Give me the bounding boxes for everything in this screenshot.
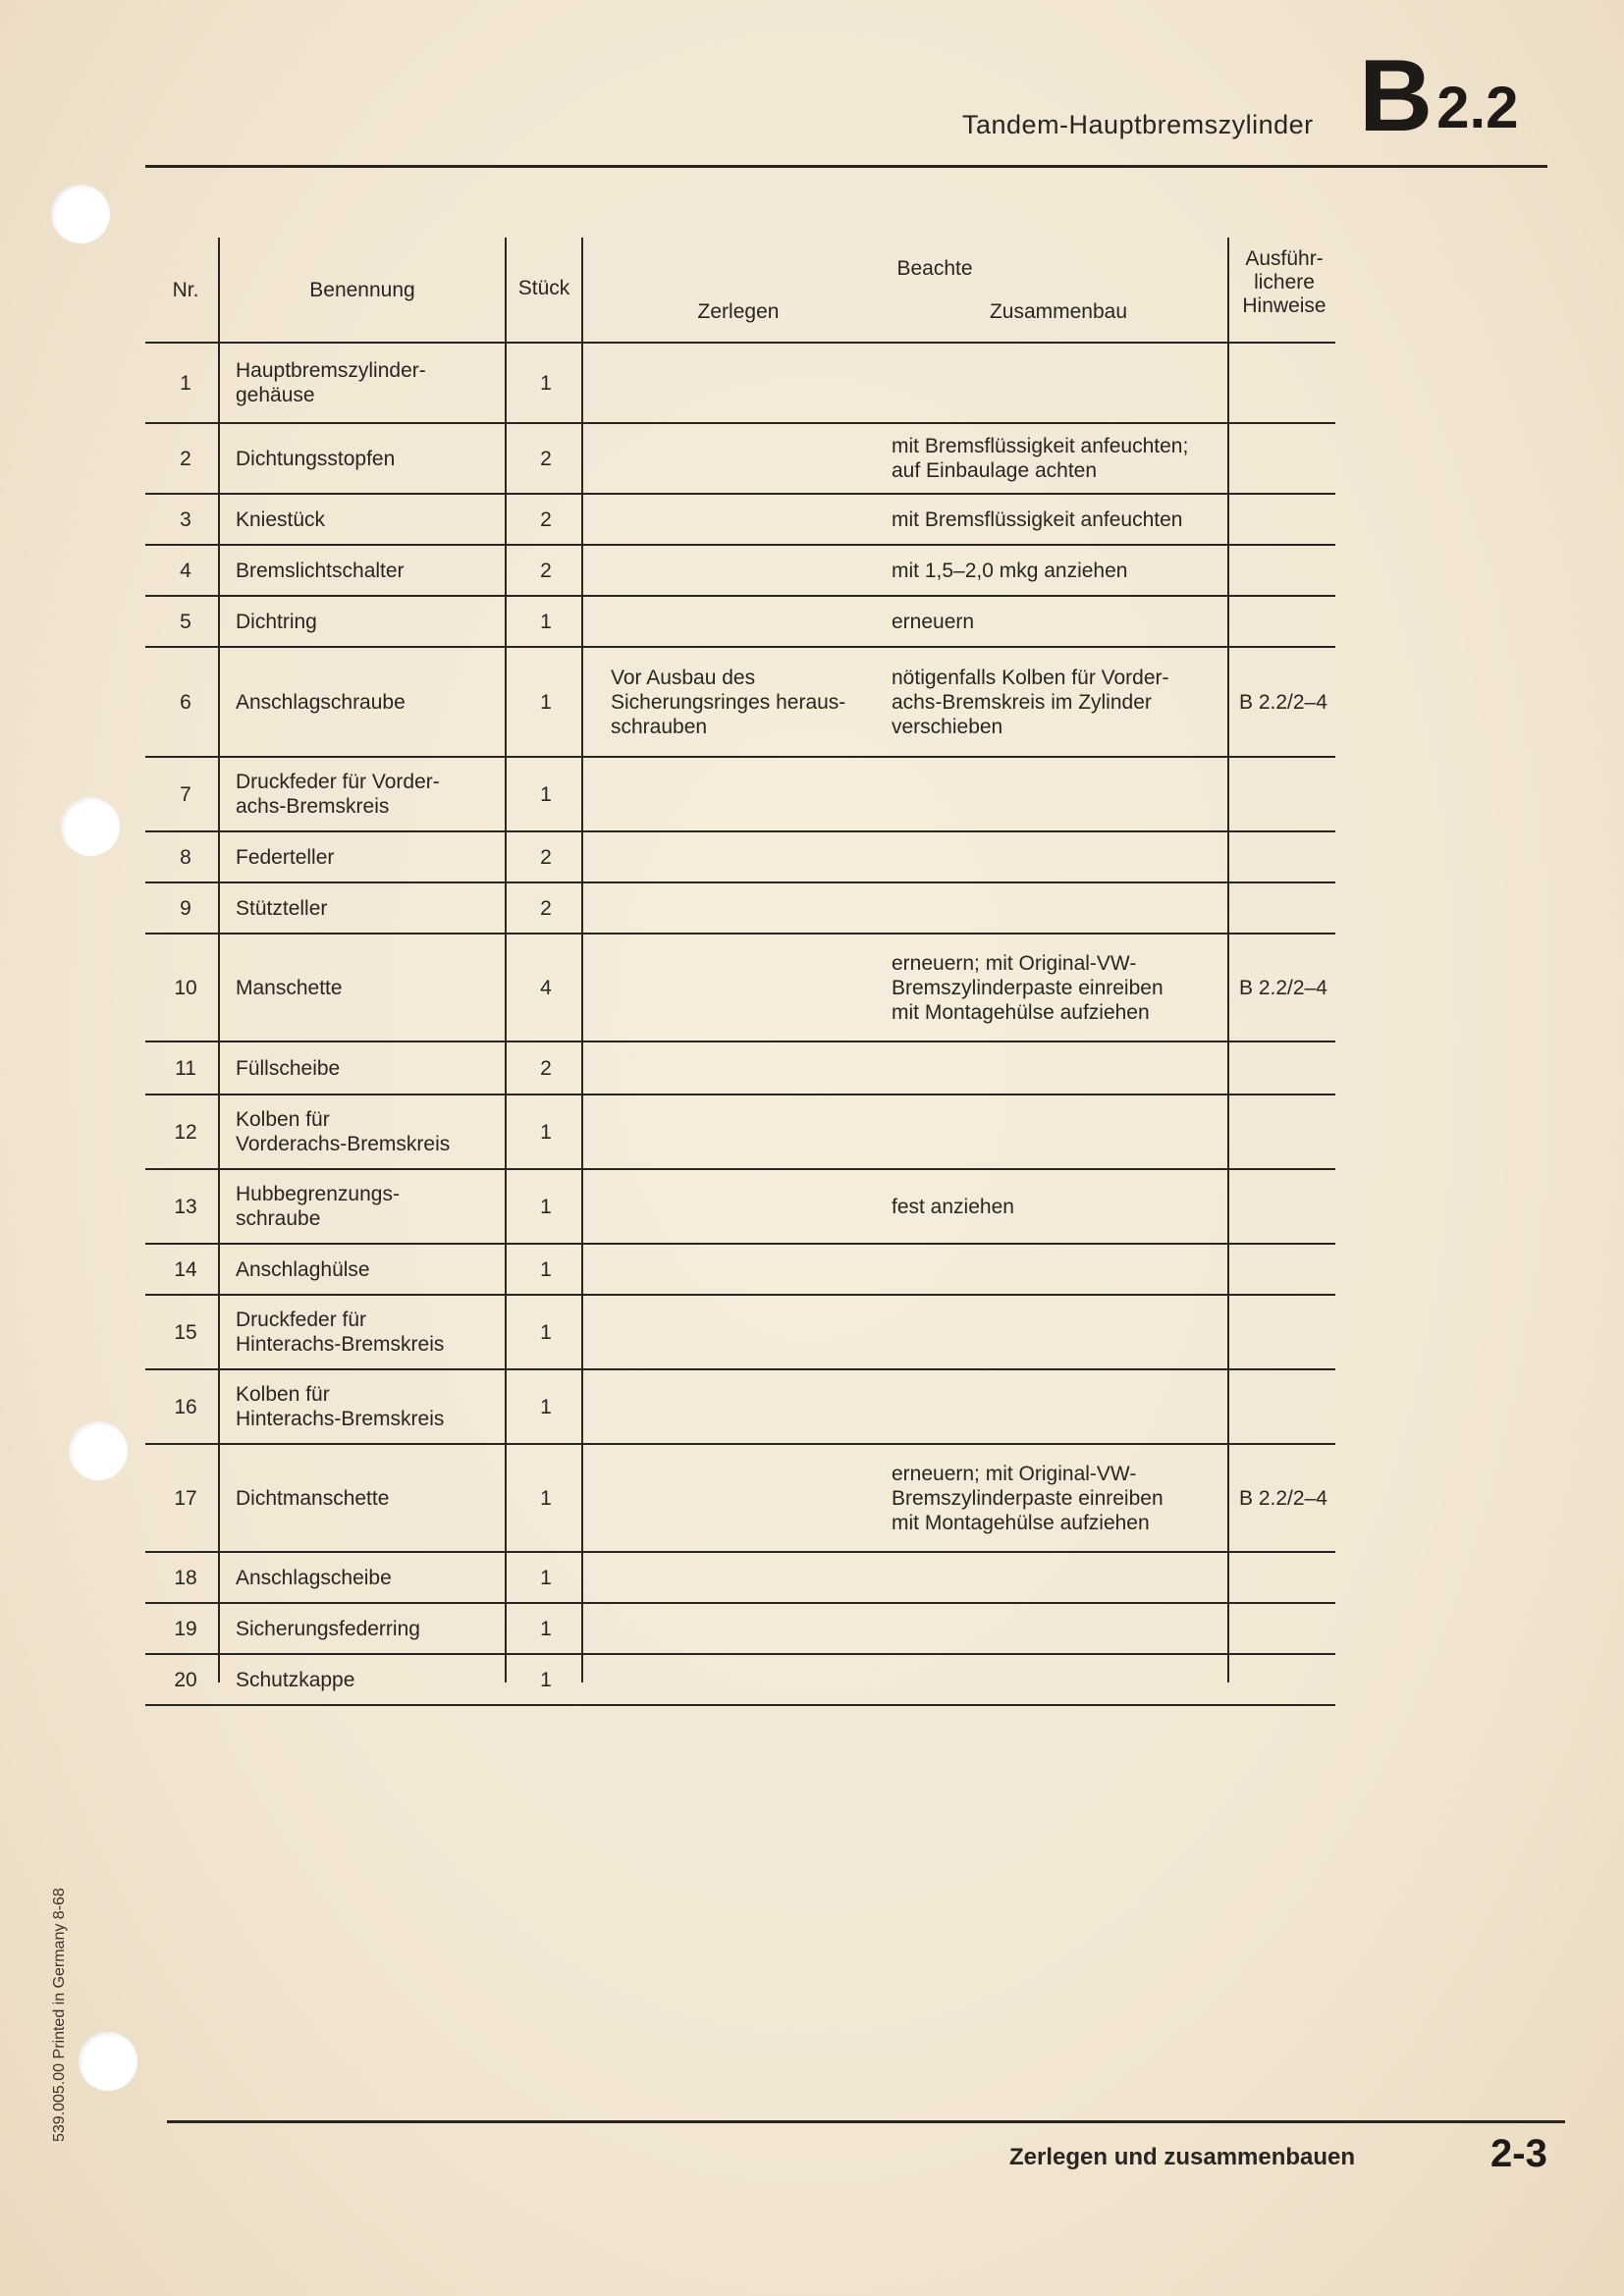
cell-name: Druckfeder für Vorder- achs-Bremskreis <box>236 771 440 818</box>
cell-nr: 9 <box>180 896 191 920</box>
cell-nr: 10 <box>174 976 197 999</box>
cell-hinweise <box>1239 1245 1337 1294</box>
cell-qty: 1 <box>540 610 552 633</box>
table-row <box>145 832 1335 883</box>
cell-qty: 1 <box>540 1566 552 1589</box>
cell-zusammenbau: nötigenfalls Kolben für Vorder- achs-Bremskreis im Zylinder verschieben <box>892 666 1169 738</box>
table-row <box>145 597 1335 648</box>
table-row <box>145 883 1335 934</box>
cell-nr: 6 <box>180 690 191 714</box>
cell-nr: 4 <box>180 559 191 582</box>
cell-qty: 2 <box>540 896 552 920</box>
cell-name: Hauptbremszylinder- gehäuse <box>236 359 426 406</box>
cell-zusammenbau <box>892 1655 1225 1704</box>
cell-nr: 19 <box>174 1617 197 1640</box>
cell-zusammenbau: fest anziehen <box>892 1195 1014 1218</box>
cell-qty: 1 <box>540 1395 552 1418</box>
cell-name: Schutzkappe <box>236 1668 355 1691</box>
cell-name: Manschette <box>236 976 343 999</box>
table-header <box>145 238 1335 344</box>
table-row <box>145 934 1335 1042</box>
cell-qty: 4 <box>540 976 552 999</box>
cell-hinweise <box>1239 1170 1337 1243</box>
cell-name: Druckfeder für Hinterachs-Bremskreis <box>236 1308 445 1356</box>
cell-name: Dichtring <box>236 610 317 633</box>
table-row <box>145 546 1335 597</box>
table-row <box>145 1370 1335 1445</box>
table-row <box>145 1095 1335 1170</box>
cell-zerlegen: Vor Ausbau des Sicherungsringes heraus- schrauben <box>611 666 846 738</box>
cell-nr: 2 <box>180 447 191 470</box>
cell-nr: 14 <box>174 1257 197 1281</box>
cell-hinweise <box>1239 832 1337 881</box>
cell-nr: 1 <box>180 371 191 395</box>
cell-nr: 17 <box>174 1486 197 1510</box>
cell-name: Bremslichtschalter <box>236 559 405 582</box>
cell-hinweise <box>1239 1042 1337 1094</box>
header-hinweise: Ausführ- lichere Hinweise <box>1242 247 1326 317</box>
cell-zerlegen <box>611 934 886 1041</box>
cell-hinweise <box>1239 883 1337 933</box>
cell-qty: 1 <box>540 1257 552 1281</box>
column-divider-qty <box>581 238 583 1682</box>
cell-hinweise <box>1239 1095 1337 1168</box>
cell-hinweise <box>1239 1655 1337 1704</box>
cell-qty: 2 <box>540 559 552 582</box>
table-row <box>145 1604 1335 1655</box>
punch-hole-middle-upper <box>61 797 120 856</box>
table-row <box>145 344 1335 424</box>
cell-qty: 2 <box>540 447 552 470</box>
header-zusammenbau: Zusammenbau <box>989 300 1128 323</box>
cell-zusammenbau: mit Bremsflüssigkeit anfeuchten <box>892 507 1183 531</box>
cell-hinweise <box>1239 1604 1337 1653</box>
cell-zerlegen <box>611 832 886 881</box>
cell-qty: 2 <box>540 845 552 869</box>
cell-hinweise <box>1239 758 1337 830</box>
cell-zerlegen <box>611 597 886 646</box>
header-benennung: Benennung <box>309 279 415 301</box>
header-rule <box>145 165 1547 168</box>
table-row <box>145 1042 1335 1095</box>
punch-hole-top <box>51 185 110 243</box>
parts-table <box>145 238 1335 1706</box>
cell-hinweise <box>1239 344 1337 422</box>
cell-zerlegen <box>611 1095 886 1168</box>
table-row <box>145 1655 1335 1706</box>
table-row <box>145 1445 1335 1553</box>
cell-name: Stützteller <box>236 896 328 920</box>
cell-qty: 1 <box>540 1668 552 1691</box>
table-body <box>145 344 1335 1706</box>
footer-title: Zerlegen und zusammenbauen <box>1009 2144 1356 2170</box>
table-row <box>145 1296 1335 1370</box>
cell-zerlegen <box>611 424 886 493</box>
cell-name: Kolben für Hinterachs-Bremskreis <box>236 1383 445 1430</box>
punch-hole-bottom <box>79 2032 137 2091</box>
column-divider-nr <box>218 238 220 1682</box>
cell-hinweise <box>1239 546 1337 595</box>
cell-hinweise <box>1239 495 1337 544</box>
cell-zusammenbau <box>892 832 1225 881</box>
cell-nr: 20 <box>174 1668 197 1691</box>
cell-name: Sicherungsfederring <box>236 1617 420 1640</box>
page-number: 2-3 <box>1490 2132 1547 2175</box>
column-divider-hinweise <box>1227 238 1229 1682</box>
cell-zerlegen <box>611 546 886 595</box>
cell-qty: 1 <box>540 1486 552 1510</box>
cell-qty: 1 <box>540 782 552 806</box>
page-title: Tandem-Hauptbremszylinder <box>962 110 1314 139</box>
cell-qty: 1 <box>540 1120 552 1144</box>
cell-name: Federteller <box>236 845 335 869</box>
cell-name: Hubbegrenzungs- schraube <box>236 1183 400 1230</box>
cell-hinweise <box>1239 424 1337 493</box>
cell-nr: 16 <box>174 1395 197 1418</box>
cell-hinweise: B 2.2/2–4 <box>1239 690 1327 714</box>
table-row <box>145 1553 1335 1604</box>
table-row <box>145 648 1335 758</box>
cell-qty: 2 <box>540 1056 552 1080</box>
cell-zerlegen <box>611 758 886 830</box>
cell-nr: 13 <box>174 1195 197 1218</box>
cell-zerlegen <box>611 883 886 933</box>
cell-nr: 5 <box>180 610 191 633</box>
cell-zerlegen <box>611 1170 886 1243</box>
table-row <box>145 758 1335 832</box>
cell-qty: 1 <box>540 1195 552 1218</box>
cell-zusammenbau <box>892 1245 1225 1294</box>
header-beachte: Beachte <box>896 257 973 280</box>
cell-qty: 1 <box>540 371 552 395</box>
table-row <box>145 1245 1335 1296</box>
cell-zerlegen <box>611 1655 886 1704</box>
cell-zusammenbau <box>892 758 1225 830</box>
cell-hinweise: B 2.2/2–4 <box>1239 976 1327 999</box>
cell-zusammenbau: erneuern; mit Original-VW- Bremszylinderpaste einreiben mit Montagehülse aufziehen <box>892 1462 1164 1534</box>
cell-hinweise <box>1239 1296 1337 1368</box>
print-reference: 539.005.00 Printed in Germany 8-68 <box>51 1888 68 2142</box>
cell-zusammenbau: mit 1,5–2,0 mkg anziehen <box>892 559 1128 582</box>
cell-qty: 1 <box>540 1320 552 1344</box>
column-divider-name <box>505 238 507 1682</box>
cell-nr: 7 <box>180 782 191 806</box>
section-letter: B <box>1359 39 1434 153</box>
cell-nr: 8 <box>180 845 191 869</box>
cell-name: Dichtungsstopfen <box>236 447 396 470</box>
cell-zerlegen <box>611 1553 886 1602</box>
cell-zusammenbau <box>892 1095 1225 1168</box>
cell-nr: 11 <box>175 1056 196 1080</box>
cell-qty: 1 <box>540 690 552 714</box>
cell-nr: 18 <box>174 1566 197 1589</box>
cell-zusammenbau <box>892 344 1225 422</box>
cell-qty: 1 <box>540 1617 552 1640</box>
cell-zusammenbau <box>892 1553 1225 1602</box>
footer-rule <box>167 2120 1565 2123</box>
cell-nr: 3 <box>180 507 191 531</box>
header-nr: Nr. <box>172 279 199 301</box>
cell-hinweise: B 2.2/2–4 <box>1239 1486 1327 1510</box>
table-row <box>145 424 1335 495</box>
cell-name: Anschlagscheibe <box>236 1566 392 1589</box>
cell-zusammenbau: erneuern <box>892 610 975 633</box>
cell-nr: 12 <box>174 1120 197 1144</box>
cell-zerlegen <box>611 1245 886 1294</box>
cell-hinweise <box>1239 1553 1337 1602</box>
cell-name: Anschlaghülse <box>236 1257 370 1281</box>
cell-zerlegen <box>611 495 886 544</box>
cell-name: Kniestück <box>236 507 326 531</box>
table-row <box>145 1170 1335 1245</box>
cell-zerlegen <box>611 1604 886 1653</box>
cell-zusammenbau <box>892 1604 1225 1653</box>
cell-nr: 15 <box>174 1320 197 1344</box>
cell-name: Dichtmanschette <box>236 1486 390 1510</box>
cell-zusammenbau: mit Bremsflüssigkeit anfeuchten; auf Einbaulage achten <box>892 435 1189 482</box>
cell-zusammenbau <box>892 1042 1225 1094</box>
cell-zerlegen <box>611 1042 886 1094</box>
cell-qty: 2 <box>540 507 552 531</box>
header-stueck: Stück <box>517 277 570 299</box>
cell-hinweise <box>1239 1370 1337 1443</box>
cell-zusammenbau: erneuern; mit Original-VW- Bremszylinderpaste einreiben mit Montagehülse aufziehen <box>892 951 1164 1024</box>
cell-zusammenbau <box>892 1370 1225 1443</box>
cell-hinweise <box>1239 597 1337 646</box>
cell-name: Kolben für Vorderachs-Bremskreis <box>236 1108 451 1155</box>
cell-zusammenbau <box>892 883 1225 933</box>
cell-zusammenbau <box>892 1296 1225 1368</box>
cell-name: Anschlagschraube <box>236 690 406 714</box>
cell-name: Füllscheibe <box>236 1056 341 1080</box>
cell-zerlegen <box>611 1445 886 1551</box>
punch-hole-middle-lower <box>69 1421 128 1480</box>
section-badge <box>1359 39 1519 153</box>
section-number: 2.2 <box>1436 75 1519 140</box>
table-row <box>145 495 1335 546</box>
cell-zerlegen <box>611 1370 886 1443</box>
cell-zerlegen <box>611 344 886 422</box>
header-zerlegen: Zerlegen <box>697 300 780 323</box>
cell-zerlegen <box>611 1296 886 1368</box>
